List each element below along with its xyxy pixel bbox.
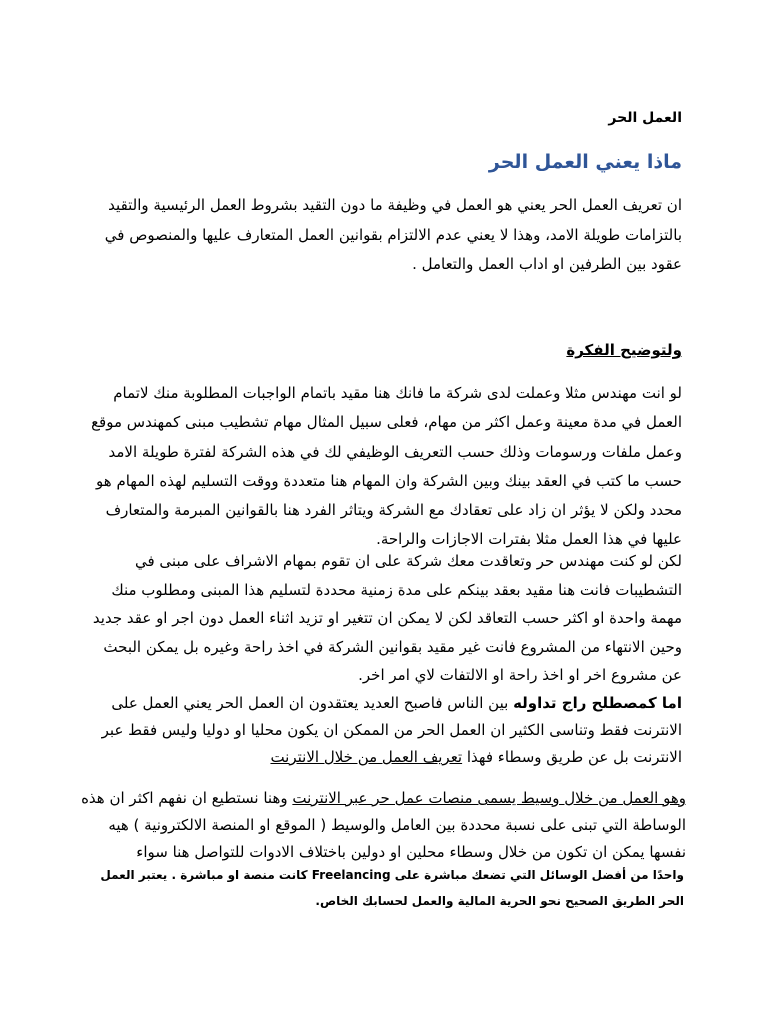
- term-body-text: بين الناس فاصبح العديد يعتقدون ان العمل الحر يعني العمل على الانترنت فقط وتناسى الكثير ان العمل الحر من الممكن ان يكون محليا او دوليا وليس فقط عبر الانترنت بل عن طريق وسطاء فهذا: [101, 694, 682, 766]
- section-heading: ماذا يعني العمل الحر: [488, 151, 682, 173]
- paragraph-employee-example: لو انت مهندس مثلا وعملت لدى شركة ما فانك هنا مقيد باتمام الواجبات المطلوبة منك لاتمام العمل في مدة معينة وعمل اكثر من مهام، فعلى سبيل المثال مهام تشطيب مبنى كمهندس موقع وعمل ملفات ورسومات وذلك حسب التعريف الوظيفي لك في هذه الشركة لفترة طويلة الامد حسب ما كتب في العقد بينك وبين الشركة وان المهام هنا متعددة ووقت التسليم لهذه المهام هو محدد ولكن لا يؤثر ان زاد على تعقادك مع الشركة ويتاثر الفرد هنا بالقوانين المبرمة والمتعارف عليها في هذا العمل مثلا بفترات الاجازات والراحة.: [91, 384, 682, 549]
- subheading-clarify: ولتوضيح الفكرة: [566, 341, 682, 359]
- paragraph-term-usage: [82, 690, 682, 771]
- paragraph-definition: ان تعريف العمل الحر يعني هو العمل في وظيفة ما دون التقيد بشروط العمل الرئيسية والتقيد بالتزامات طويلة الامد، وهذا لا يعني عدم الالتزام بقوانين العمل المتعارف عليها والمنصوص في عقود بين الطرفين او اداب العمل والتعامل .: [104, 196, 682, 273]
- platforms-body-text: وهنا نستطيع ان نفهم اكثر ان هذه الوساطة التي تبنى على نسبة محددة بين العامل والوسيط ( الموقع او المنصة الالكترونية ) هيه نفسها يمكن ان تكون من خلال وسطاء محلين او دولين باختلاف الادوات للتواصل هنا سواء: [81, 789, 686, 861]
- document-title: العمل الحر: [608, 110, 682, 126]
- paragraph-freelancer-example: لكن لو كنت مهندس حر وتعاقدت معك شركة على ان تقوم بمهام الاشراف على مبنى في التشطيبات فانت هنا مقيد بعقد بينكم على مدة زمنية محددة لتسليم هذا المبنى ومطلوب منك مهمة واحدة او اكثر حسب التعاقد لكن لا يمكن ان تتغير او تزيد اثناء العمل دون اجر او عقد جديد وحين الانتهاء من المشروع فانت غير مقيد بقوانين الشركة في اخذ راحة وغيره بل يمكن البحث عن مشروع اخر او اخذ راحة او الالتفات لاي امر اخر.: [92, 552, 682, 684]
- platforms-underlined: وهو العمل من خلال وسيط يسمى منصات عمل حر عبر الانترنت: [292, 789, 686, 807]
- paragraph-conclusion: واحدًا من أفضل الوسائل التي تضعك مباشرة على Freelancing كانت منصة او مباشرة . يعتبر العمل الحر الطريق الصحيح نحو الحرية المالية والعمل لحسابك الخاص.: [100, 868, 684, 908]
- paragraph-platforms: [76, 785, 686, 866]
- term-bold-text: اما كمصطلح راج تداوله: [513, 694, 682, 712]
- internet-definition-underlined: تعريف العمل من خلال الانترنت: [270, 748, 463, 766]
